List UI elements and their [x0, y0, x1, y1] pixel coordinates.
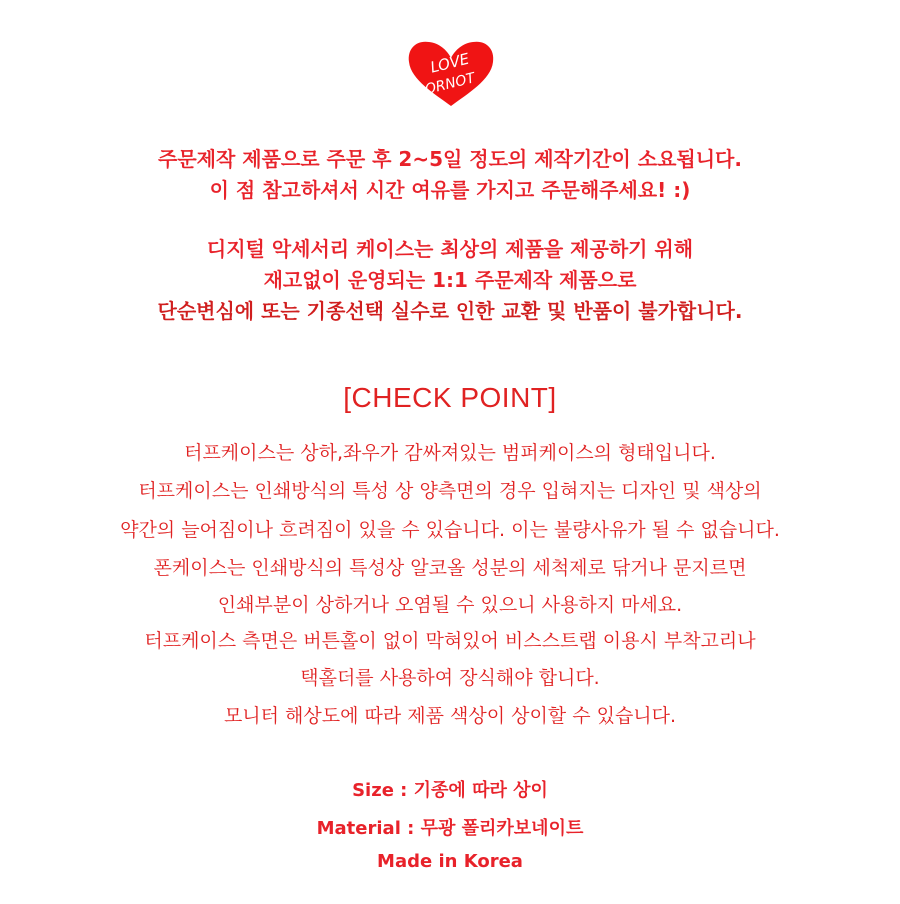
policy-line-2: 재고없이 운영되는 1:1 주문제작 제품으로	[263, 268, 637, 292]
spec-size: Size : 기종에 따라 상이	[352, 780, 548, 801]
check-point-line-4: 폰케이스는 인쇄방식의 특성상 알코올 성분의 세척제로 닦거나 문지르면	[153, 557, 747, 579]
spec-material: Material : 무광 폴리카보네이트	[316, 818, 584, 839]
check-point-line-1: 터프케이스는 상하,좌우가 감싸져있는 범퍼케이스의 형태입니다.	[184, 442, 716, 464]
heart-logo-icon	[405, 38, 497, 108]
notice-line-2: 이 점 참고하셔서 시간 여유를 가지고 주문해주세요! :)	[209, 178, 691, 202]
check-point-line-3: 약간의 늘어짐이나 흐려짐이 있을 수 있습니다. 이는 불량사유가 될 수 없습니다.	[120, 519, 780, 541]
logo-text-line2: ORNOT	[423, 70, 477, 99]
policy-line-3: 단순변심에 또는 기종선택 실수로 인한 교환 및 반품이 불가합니다.	[157, 299, 743, 323]
check-point-line-2: 터프케이스는 인쇄방식의 특성 상 양측면의 경우 입혀지는 디자인 및 색상의	[138, 480, 762, 502]
check-point-title: [CHECK POINT]	[343, 382, 557, 413]
spec-origin: Made in Korea	[377, 851, 523, 872]
policy-line-1: 디지털 악세서리 케이스는 최상의 제품을 제공하기 위해	[206, 237, 694, 261]
heart-shape	[409, 42, 494, 106]
logo-text-line1: LOVE	[428, 49, 472, 77]
check-point-line-8: 모니터 해상도에 따라 제품 색상이 상이할 수 있습니다.	[223, 705, 677, 727]
notice-line-1: 주문제작 제품으로 주문 후 2~5일 정도의 제작기간이 소요됩니다.	[158, 147, 742, 171]
check-point-line-5: 인쇄부분이 상하거나 오염될 수 있으니 사용하지 마세요.	[217, 594, 683, 616]
check-point-line-6: 터프케이스 측면은 버튼홀이 없이 막혀있어 비스스트랩 이용시 부착고리나	[144, 630, 756, 652]
check-point-line-7: 택홀더를 사용하여 장식해야 합니다.	[300, 667, 600, 689]
